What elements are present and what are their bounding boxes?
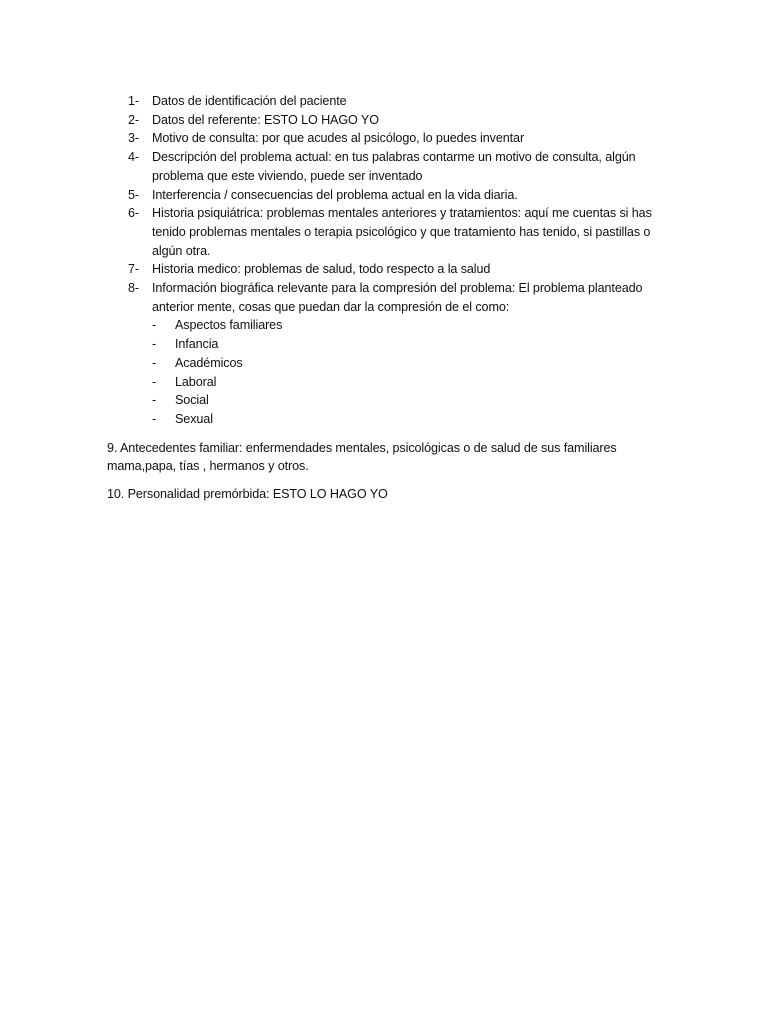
sublist-dash: - bbox=[152, 411, 157, 426]
list-number: 7- bbox=[128, 262, 139, 277]
sublist-item-text: Académicos bbox=[175, 355, 243, 370]
list-item-text: Historia medico: problemas de salud, todo respecto a la salud bbox=[152, 262, 491, 277]
biographical-sublist bbox=[107, 316, 667, 428]
list-item-text: Historia psiquiátrica: problemas mentales anteriores y tratamientos: aquí me cuentas si has tenido problemas mentales o terapia psicológico y que tratamiento has tenido, si pastillas o algún otra. bbox=[152, 206, 652, 258]
sublist-item-2 bbox=[107, 335, 667, 354]
list-item-text: Datos del referente: ESTO LO HAGO YO bbox=[152, 112, 379, 127]
list-item-text: Información biográfica relevante para la compresión del problema: El problema planteado anterior mente, cosas que puedan dar la compresión de el como: bbox=[152, 281, 643, 314]
sublist-item-text: Sexual bbox=[175, 411, 213, 426]
list-number: 2- bbox=[128, 112, 139, 127]
list-item-text: Motivo de consulta: por que acudes al psicólogo, lo puedes inventar bbox=[152, 131, 525, 146]
list-item-text: Descripción del problema actual: en tus palabras contarme un motivo de consulta, algún problema que este viviendo, puede ser inventado bbox=[152, 150, 636, 183]
paragraph-item-9: 9. Antecedentes familiar: enfermendades mentales, psicológicas o de salud de sus familiares mama,papa, tías , hermanos y otros. bbox=[107, 440, 617, 474]
sublist-item-6 bbox=[107, 410, 667, 429]
sublist-item-text: Infancia bbox=[175, 337, 219, 352]
sublist-item-text: Aspectos familiares bbox=[175, 318, 283, 333]
numbered-list bbox=[107, 92, 667, 316]
paragraph-item-10: 10. Personalidad premórbida: ESTO LO HAGO YO bbox=[107, 487, 388, 502]
list-item-3 bbox=[107, 129, 667, 148]
list-item-text: Interferencia / consecuencias del problema actual en la vida diaria. bbox=[152, 187, 518, 202]
list-item-6 bbox=[107, 204, 667, 260]
list-item-8 bbox=[107, 279, 667, 316]
list-number: 8- bbox=[128, 281, 139, 296]
list-item-4 bbox=[107, 148, 667, 185]
sublist-item-text: Social bbox=[175, 393, 209, 408]
list-item-2 bbox=[107, 111, 667, 130]
sublist-dash: - bbox=[152, 374, 157, 389]
list-number: 5- bbox=[128, 187, 139, 202]
list-item-text: Datos de identificación del paciente bbox=[152, 94, 347, 108]
sublist-item-3 bbox=[107, 354, 667, 373]
sublist-item-text: Laboral bbox=[175, 374, 217, 389]
list-number: 4- bbox=[128, 150, 139, 165]
list-number: 6- bbox=[128, 206, 139, 221]
sublist-dash: - bbox=[152, 393, 157, 408]
sublist-item-4 bbox=[107, 373, 667, 392]
list-item-5 bbox=[107, 186, 667, 205]
sublist-dash: - bbox=[152, 355, 157, 370]
sublist-dash: - bbox=[152, 318, 157, 333]
list-number: 3- bbox=[128, 131, 139, 146]
list-number: 1- bbox=[128, 94, 139, 108]
sublist-dash: - bbox=[152, 337, 157, 352]
sublist-item-5 bbox=[107, 391, 667, 410]
list-item-7 bbox=[107, 260, 667, 279]
document-body bbox=[107, 92, 667, 504]
list-item-1 bbox=[107, 92, 667, 111]
sublist-item-1 bbox=[107, 316, 667, 335]
